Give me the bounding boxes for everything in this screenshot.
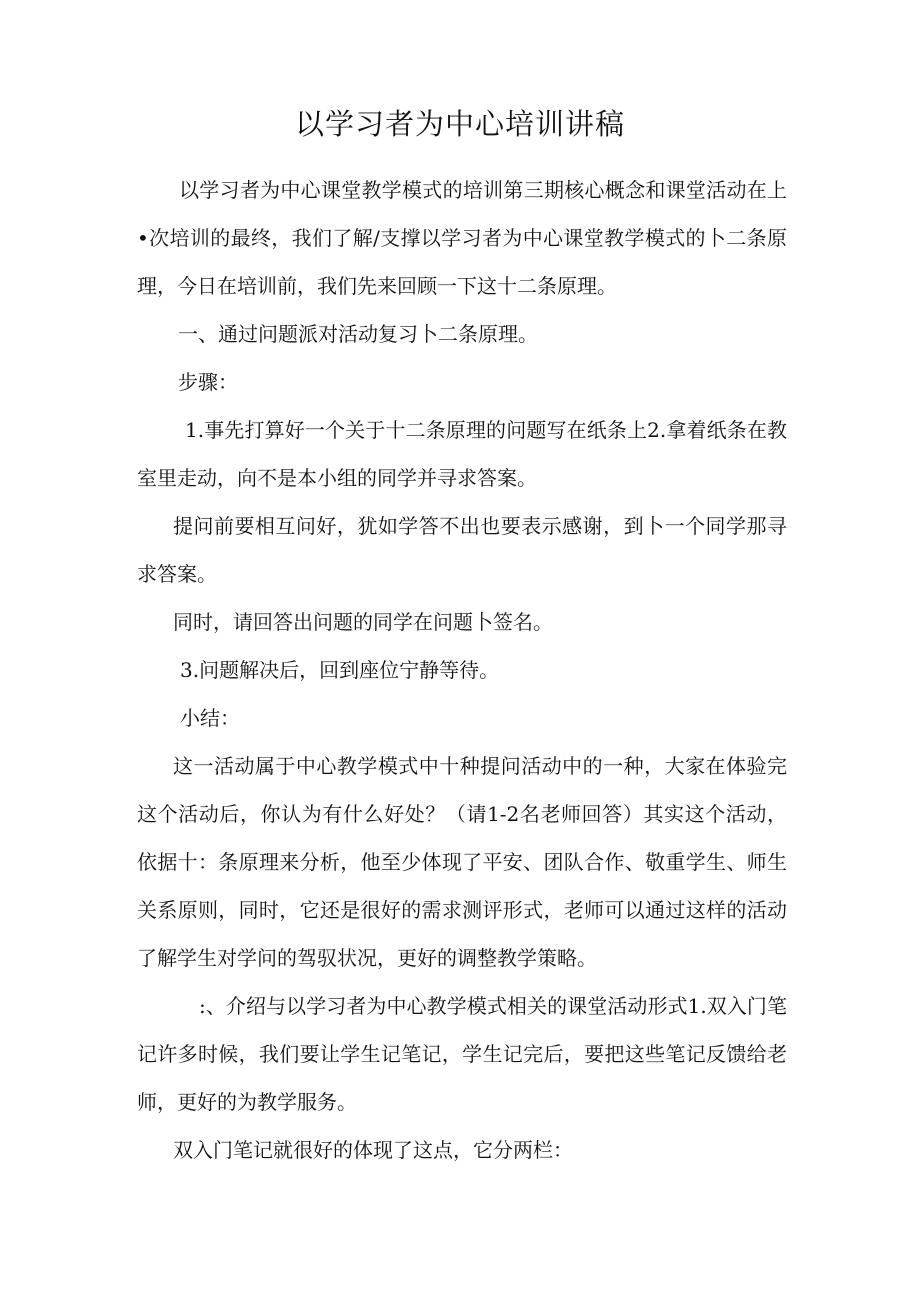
paragraph-greeting: 提问前要相互问好，犹如学答不出也要表示感谢，到卜一个同学那寻求答案。 (137, 514, 787, 586)
paragraph-steps-one-two: 1.事先打算好一个关于十二条原理的问题写在纸条上2.拿着纸条在教室里走动，向不是本小组的同学并寻求答案。 (137, 418, 787, 490)
heading-section-one: 一、通过问题派对活动复习卜二条原理。 (178, 322, 538, 346)
paragraph-section-two: :、介绍与以学习者为中心教学模式相关的课堂活动形式1.双入门笔记许多时候，我们要让学生记笔记，学生记完后，要把这些笔记反馈给老师，更好的为教学服务。 (137, 994, 787, 1114)
summary-label: 小结： (180, 706, 240, 730)
paragraph-step-three: 3.问题解决后，回到座位宁静等待。 (180, 658, 500, 682)
paragraph-sign: 同时，请回答出问题的同学在问题卜签名。 (173, 610, 553, 634)
paragraph-intro: 以学习者为中心课堂教学模式的培训第三期核心概念和课堂活动在上•次培训的最终，我们了解/支撑以学习者为中心课堂教学模式的卜二条原理，今日在培训前，我们先来回顾一下这十二条原理。 (137, 178, 787, 298)
paragraph-double-entry: 双入门笔记就很好的体现了这点，它分两栏： (173, 1138, 573, 1162)
paragraph-summary: 这一活动属于中心教学模式中十种提问活动中的一种，大家在体验完这个活动后，你认为有什么好处？（请1-2名老师回答）其实这个活动，依据十：条原理来分析，他至少体现了平安、团队合作、敬重学生、师生关系原则，同时，它还是很好的需求测评形式，老师可以通过这样的活动了解学生对学问的驾驭状况，更好的调整教学策略。 (137, 754, 787, 970)
document-title: 以学习者为中心培训讲稿 (294, 107, 625, 141)
steps-label: 步骤： (178, 370, 238, 394)
